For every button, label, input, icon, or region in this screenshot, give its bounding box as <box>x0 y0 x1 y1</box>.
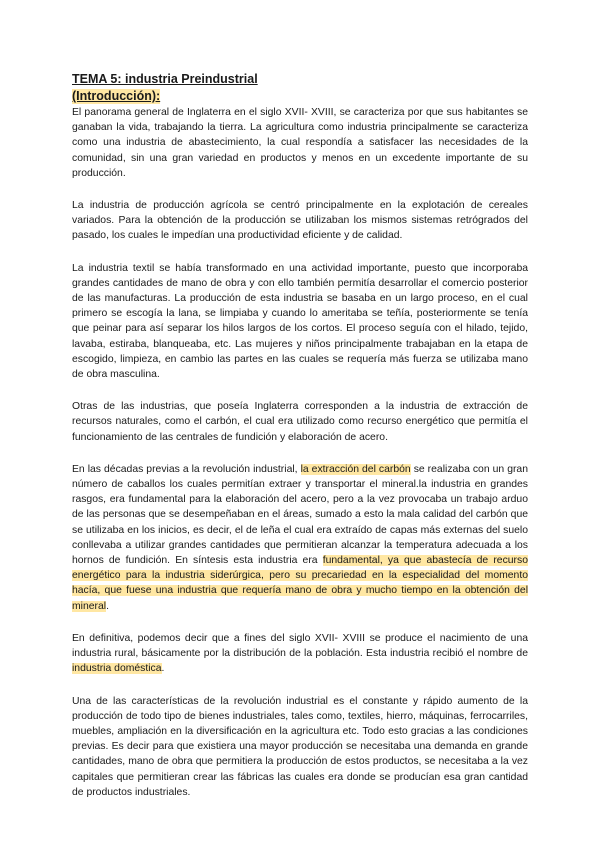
paragraph-7: Una de las características de la revolución industrial es el constante y rápido aumento de la producción de todo tipo de bienes industriales, tales como, textiles, hierro, máquinas, ferrocarriles, muebles, ampliación en la diversificación en la agricultura etc. Todo esto gracias a las condiciones previas. Es decir para que existiera una mayor producción se necesitaba una demanda en grande cantidades, mano de obra que permitiera la producción de estos productos, se necesitaba a la vez capitales que permitieran crear las fábricas las cuales era donde se producían esa gran cantidad de productos industriales. <box>72 695 528 798</box>
paragraph-2: La industria de producción agrícola se centró principalmente en la explotación de cereales variados. Para la obtención de la producción se utilizaban los mismos sistemas retrógrados del pasado, los cuales le impedían una productividad eficiente y de calidad. <box>72 200 528 242</box>
paragraph-5-text-a: En las décadas previas a la revolución industrial, <box>72 463 301 475</box>
section-subtitle: (Introducción): <box>72 89 161 103</box>
highlight-fundamental: fundamental, ya que abastecía de recurso energético para la industria siderúrgica, pero su precariedad en la especialidad del momento hacía, que fuese una industria que requería mano de obra y mucho tiempo en la obtención del mineral <box>72 555 528 612</box>
highlight-industria-domestica: industria doméstica <box>72 663 162 675</box>
paragraph-5 <box>72 462 528 614</box>
document-title: TEMA 5: industria Preindustrial <box>72 72 258 86</box>
highlight-extraccion-carbon: la extracción del carbón <box>300 463 411 475</box>
document-page <box>72 72 528 817</box>
paragraph-6-text-c: . <box>161 663 165 675</box>
paragraph-3: La industria textil se había transformado en una actividad importante, puesto que incorporaba grandes cantidades de mano de obra y con ello también permitía desarrollar el comercio posterior de las manufacturas. La producción de esta industria se basaba en un largo proceso, en el cual primero se escogía la lana, se limpiaba y cuando lo ameritaba se teñía, posteriormente se tenía que peinar para así separar los hilos largos de los cortos. El proceso seguía con el hilado, tejido, lavaba, estiraba, blanqueaba, etc. Las mujeres y niños principalmente trabajaban en la etapa de escogido, limpieza, en cambio las partes en las cuales se requería más fuerza se utilizaba mano de obra masculina. <box>72 262 528 381</box>
paragraph-1: El panorama general de Inglaterra en el siglo XVII- XVIII, se caracteriza por que sus habitantes se ganaban la vida, trabajando la tierra. La agricultura como industria principalmente se caracteriza como una industria de abastecimiento, la cual respondía a satisfacer las necesidades de la comunidad, sin una gran variedad en productos y menos en un excedente importante de su producción. <box>72 107 528 179</box>
paragraph-5-text-c: se realizaba con un gran número de caballos los cuales permitían extraer y transportar el mineral.la industria en grandes rasgos, era fundamental para la elaboración del acero, pero a la vez provocaba un trabajo arduo de las personas que se desempeñaban en el áreas, sumado a esto la mala calidad del carbón que se utilizaba en los inicios, es decir, el de leña el cual era extraído de capas más externas del suelo conllevaba a utilizar grandes cantidades que permitieran alcanzar la temperatura adecuada a los hornos de fundición. En síntesis esta industria era <box>72 463 528 567</box>
paragraph-6 <box>72 631 528 677</box>
paragraph-5-text-e: . <box>106 600 109 612</box>
paragraph-4: Otras de las industrias, que poseía Inglaterra corresponden a la industria de extracción de recursos naturales, como el carbón, el cual era utilizado como recurso energético que permitía el funcionamiento de las centrales de fundición y elaboración de acero. <box>72 401 528 443</box>
paragraph-6-text-a: En definitiva, podemos decir que a fines del siglo XVII- XVIII se produce el nacimiento de una industria rural, básicamente por la distribución de la población. Esta industria recibió el nombre de <box>72 632 528 660</box>
